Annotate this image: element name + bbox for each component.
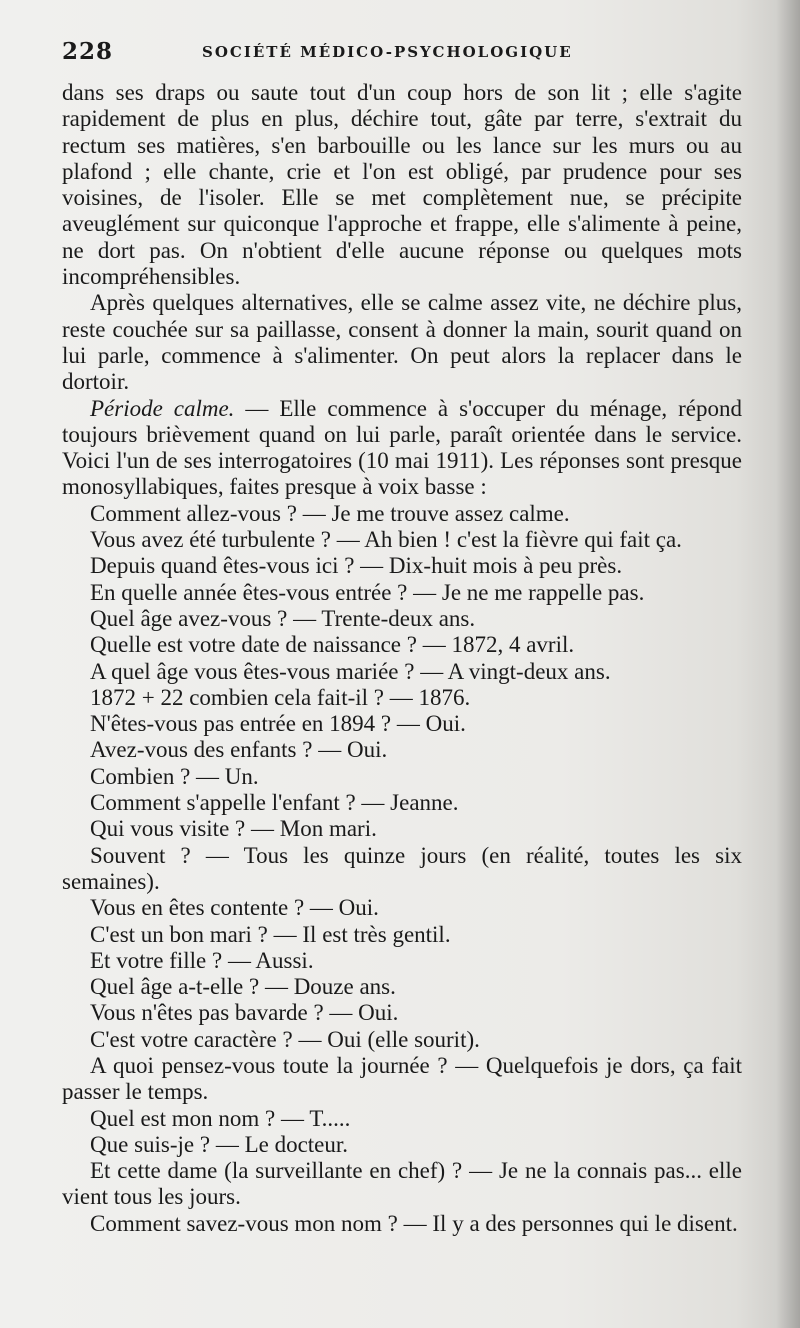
dialogue-line: C'est votre caractère ? — Oui (elle sourit). bbox=[90, 1026, 480, 1052]
paragraph-3-text: — Elle commence à s'occuper du ménage, répond toujours brièvement quand on lui parle, paraît orientée dans le service. Voici l'un de ses interrogatoires (10 mai 1911). Les réponses sont presque monosyllabiques, faites presque à voix basse : bbox=[62, 395, 742, 500]
dialogue-line: A quel âge vous êtes-vous mariée ? — A vingt-deux ans. bbox=[90, 658, 611, 684]
dialogue-line: Quel âge avez-vous ? — Trente-deux ans. bbox=[90, 605, 476, 631]
section-heading-periode-calme: Période calme. bbox=[90, 395, 235, 421]
paragraph-2: Après quelques alternatives, elle se calme assez vite, ne déchire plus, reste couchée sur sa paillasse, consent à donner la main, sourit quand on lui parle, commence à s'alimenter. On peut alors la replacer dans le dortoir. bbox=[62, 290, 742, 395]
dialogue-line: Et votre fille ? — Aussi. bbox=[90, 947, 314, 973]
paragraph-3 bbox=[62, 396, 742, 501]
dialogue-line: Depuis quand êtes-vous ici ? — Dix-huit mois à peu près. bbox=[90, 553, 623, 579]
dialogue-line: C'est un bon mari ? — Il est très gentil. bbox=[90, 921, 451, 947]
dialogue-line: N'êtes-vous pas entrée en 1894 ? — Oui. bbox=[90, 711, 466, 737]
dialogue-line: Vous en êtes contente ? — Oui. bbox=[90, 895, 379, 921]
dialogue-line: Que suis-je ? — Le docteur. bbox=[90, 1131, 349, 1157]
page-header bbox=[62, 38, 742, 68]
paragraph-1: dans ses draps ou saute tout d'un coup hors de son lit ; elle s'agite rapidement de plus en plus, déchire tout, gâte par terre, s'extrait du rectum ses matières, s'en barbouille ou les lance sur les murs ou au plafond ; elle chante, crie et l'on est obligé, par prudence pour ses voisines, de l'isoler. Elle se met complètement nue, se précipite aveuglément sur quiconque l'approche et frappe, elle s'alimente à peine, ne dort pas. On n'obtient d'elle aucune réponse ou quelques mots incompréhensibles. bbox=[62, 80, 742, 290]
dialogue-line: Souvent ? — Tous les quinze jours (en réalité, toutes les six semaines). bbox=[62, 842, 742, 894]
dialogue-line: Quel est mon nom ? — T..... bbox=[90, 1105, 351, 1131]
dialogue-line: A quoi pensez-vous toute la journée ? — Quelquefois je dors, ça fait passer le temps. bbox=[62, 1052, 742, 1105]
dialogue-line: Combien ? — Un. bbox=[90, 763, 259, 789]
dialogue-line: Avez-vous des enfants ? — Oui. bbox=[90, 737, 388, 763]
dialogue-line: Quel âge a-t-elle ? — Douze ans. bbox=[90, 974, 396, 1000]
dialogue-line: Quelle est votre date de naissance ? — 1872, 4 avril. bbox=[90, 632, 575, 658]
body-text bbox=[62, 80, 742, 1237]
dialogue-line: Vous avez été turbulente ? — Ah bien ! c'est la fièvre qui fait ça. bbox=[90, 527, 682, 553]
dialogue-line: Comment s'appelle l'enfant ? — Jeanne. bbox=[90, 790, 459, 816]
dialogue-line: Comment allez-vous ? — Je me trouve assez calme. bbox=[90, 500, 570, 526]
dialogue-line: 1872 + 22 combien cela fait-il ? — 1876. bbox=[90, 684, 471, 710]
page-edge-shadow bbox=[776, 0, 800, 1328]
dialogue-line: Et cette dame (la surveillante en chef) ? — Je ne la connais pas... elle vient tous les jours. bbox=[62, 1158, 742, 1210]
running-head: SOCIÉTÉ MÉDICO-PSYCHOLOGIQUE bbox=[202, 43, 573, 61]
dialogue-line: Comment savez-vous mon nom ? — Il y a des personnes qui le disent. bbox=[90, 1210, 738, 1236]
page-number: 228 bbox=[62, 38, 114, 65]
dialogue-line: Qui vous visite ? — Mon mari. bbox=[90, 816, 377, 842]
dialogue-line: En quelle année êtes-vous entrée ? — Je ne me rappelle pas. bbox=[90, 579, 645, 605]
dialogue-line: Vous n'êtes pas bavarde ? — Oui. bbox=[90, 1000, 399, 1026]
